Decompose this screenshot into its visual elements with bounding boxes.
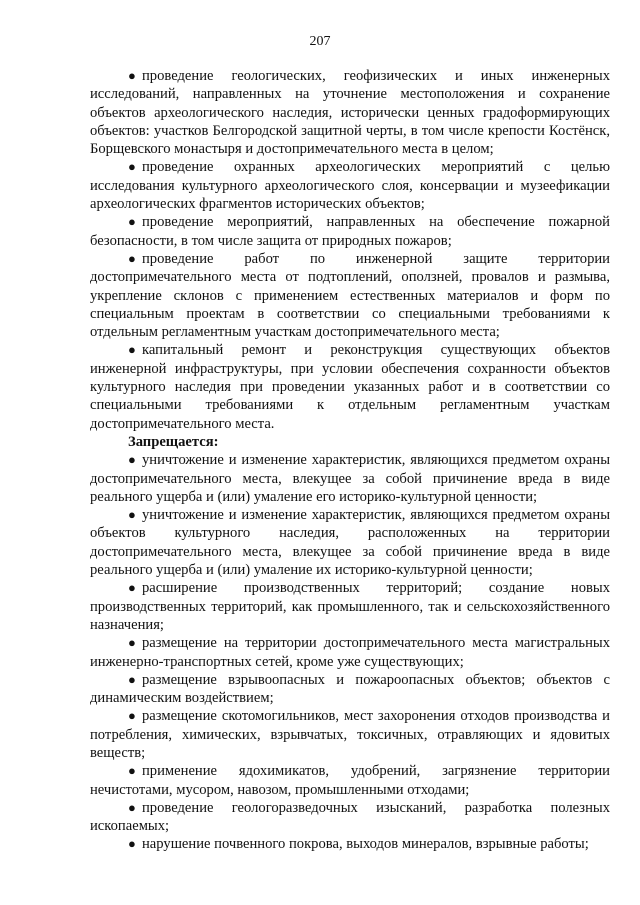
list-item-text: проведение работ по инженерной защите территории достопримечательного места от подтоплений, оползней, провалов и размыва, укрепление склонов с применением естественных материалов и форм по специальным проектам в соответствии со специальными требованиями к отдельным регламентным участкам достопримечательного места;: [90, 250, 610, 341]
bullet-icon: ●: [128, 452, 136, 468]
list-item: [90, 341, 610, 432]
list-item: [90, 671, 610, 708]
bullet-icon: ●: [128, 507, 136, 523]
bullet-icon: ●: [128, 799, 136, 815]
list-item: [90, 707, 610, 762]
list-item-text: проведение мероприятий, направленных на обеспечение пожарной безопасности, в том числе защита от природных пожаров;: [90, 214, 610, 249]
list-item-text: расширение производственных территорий; создание новых производственных территорий, как промышленного, так и сельскохозяйственного назначения;: [90, 580, 610, 633]
list-item: [90, 213, 610, 250]
permitted-list: [90, 67, 610, 433]
bullet-icon: ●: [128, 342, 136, 358]
bullet-icon: ●: [128, 250, 136, 266]
list-item-text: нарушение почвенного покрова, выходов минералов, взрывные работы;: [142, 836, 589, 853]
list-item: [90, 579, 610, 634]
list-item: [90, 835, 610, 853]
list-item-text: размещение взрывоопасных и пожароопасных объектов; объектов с динамическим воздействием;: [90, 671, 610, 707]
bullet-icon: ●: [128, 580, 136, 596]
list-item: [90, 799, 610, 836]
list-item-text: применение ядохимикатов, удобрений, загрязнение территории нечистотами, мусором, навозом, промышленными отходами;: [90, 763, 610, 798]
document-body: [90, 67, 610, 854]
list-item-text: размещение скотомогильников, мест захоронения отходов производства и потребления, химических, взрывчатых, токсичных, отравляющих и ядовитых веществ;: [90, 708, 610, 761]
bullet-icon: ●: [128, 763, 136, 779]
prohibited-list: [90, 451, 610, 854]
list-item: [90, 634, 610, 671]
page-number: 207: [309, 34, 331, 49]
list-item-text: проведение охранных археологических мероприятий с целью исследования культурного археологического слоя, консервации и музеефикации археологических фрагментов исторических объектов;: [90, 159, 610, 213]
list-item: [90, 451, 610, 506]
list-item: [90, 158, 610, 213]
bullet-icon: ●: [128, 708, 136, 724]
list-item: [90, 67, 610, 158]
list-item: [90, 250, 610, 341]
bullet-icon: ●: [128, 836, 136, 852]
list-item-text: проведение геологоразведочных изысканий, разработка полезных ископаемых;: [90, 799, 610, 835]
list-item-text: уничтожение и изменение характеристик, являющихся предметом охраны достопримечательного места, влекущее за собой причинение вреда в виде реального ущерба и (или) умаление его историко-культурной ценности;: [90, 452, 610, 505]
bullet-icon: ●: [128, 635, 136, 651]
list-item: [90, 762, 610, 799]
bullet-icon: ●: [128, 159, 136, 175]
list-item-text: уничтожение и изменение характеристик, являющихся предметом охраны объектов культурного наследия, расположенных на территории достопримечательного места, влекущее за собой причинение вреда в виде реального ущерба и (или) умаление их историко-культурной ценности;: [90, 507, 610, 579]
list-item-text: проведение геологических, геофизических и иных инженерных исследований, направленных на уточнение местоположения и сохранение объектов археологического наследия, исторически ценных градоформирующих объектов: участков Белгородской защитной черты, в том числе крепости Костёнск, Борщевского монастыря и достопримечательного места в целом;: [90, 68, 610, 158]
bullet-icon: ●: [128, 671, 136, 687]
list-item-text: капитальный ремонт и реконструкция существующих объектов инженерной инфраструктуры, при условии обеспечения сохранности объектов культурного наследия при проведении указанных работ и в соответствии со специальными требованиями к отдельным регламентным участкам достопримечательного места.: [90, 342, 610, 432]
section-heading-prohibited: Запрещается:: [128, 433, 219, 450]
bullet-icon: ●: [128, 214, 136, 230]
bullet-icon: ●: [128, 68, 136, 83]
list-item: [90, 506, 610, 579]
list-item-text: размещение на территории достопримечательного места магистральных инженерно-транспортных сетей, кроме уже существующих;: [90, 635, 610, 670]
